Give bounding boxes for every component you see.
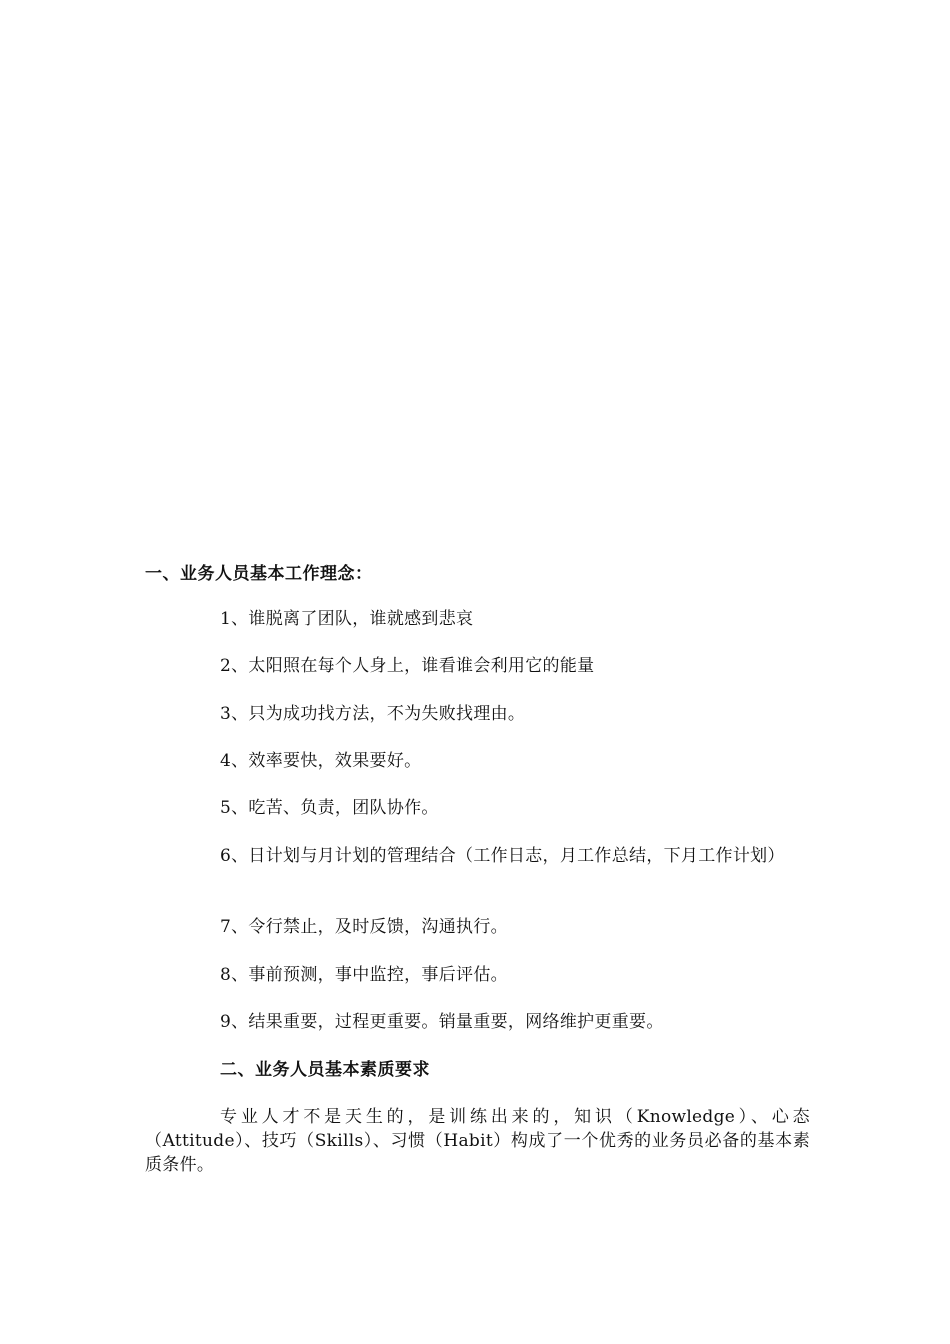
list-item: 9、结果重要，过程更重要。销量重要，网络维护更重要。 <box>220 1012 664 1032</box>
list-item: 5、吃苦、负责，团队协作。 <box>220 798 439 818</box>
list-item: 4、效率要快，效果要好。 <box>220 751 422 771</box>
section-1-heading: 一、业务人员基本工作理念： <box>145 564 373 584</box>
list-item: 2、太阳照在每个人身上，谁看谁会利用它的能量 <box>220 656 595 676</box>
section-2-paragraph: 专业人才不是天生的，是训练出来的，知识（Knowledge）、心态（Attitude）、技巧（Skills）、习惯（Habit）构成了一个优秀的业务员必备的基本素质条件。 <box>145 1107 810 1175</box>
list-item: 7、令行禁止，及时反馈，沟通执行。 <box>220 917 508 937</box>
list-item: 6、日计划与月计划的管理结合（工作日志，月工作总结，下月工作计划） <box>220 846 785 866</box>
section-2-heading: 二、业务人员基本素质要求 <box>220 1060 430 1080</box>
list-item: 8、事前预测，事中监控，事后评估。 <box>220 965 508 985</box>
list-item: 3、只为成功找方法，不为失败找理由。 <box>220 704 526 724</box>
list-item: 1、谁脱离了团队，谁就感到悲哀 <box>220 609 474 629</box>
